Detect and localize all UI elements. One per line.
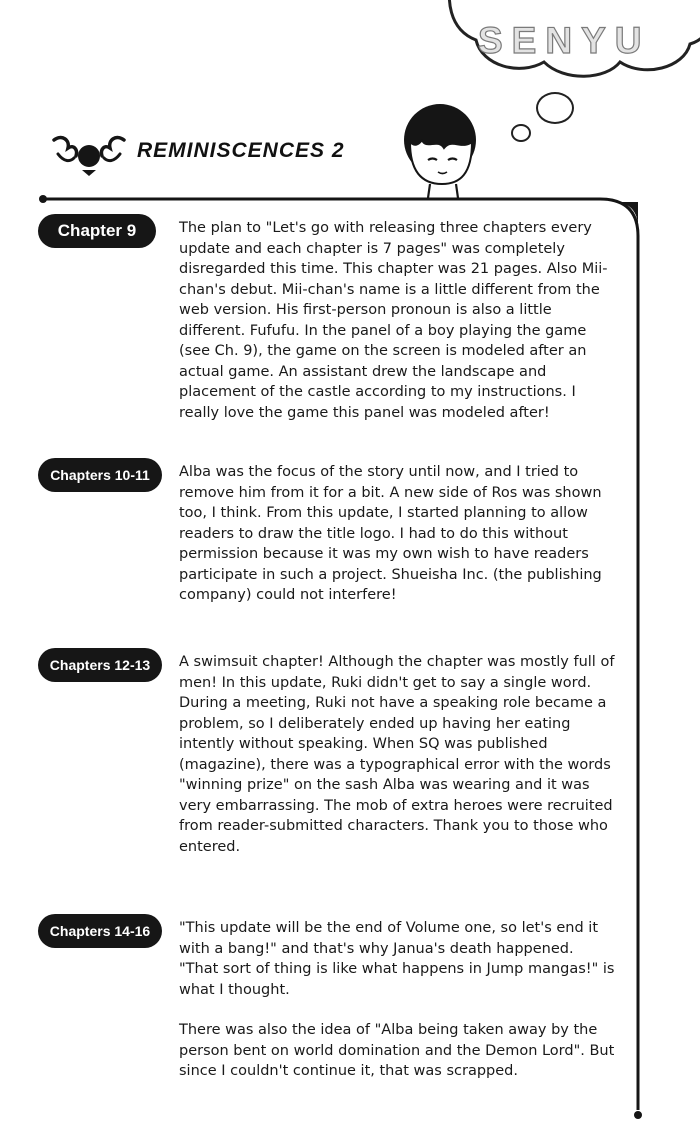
page-title: REMINISCENCES 2 — [137, 139, 345, 162]
chapter-badge: Chapters 10-11 — [38, 458, 162, 492]
section-text — [179, 652, 617, 857]
chapter-badge: Chapter 9 — [38, 214, 156, 248]
chibi-character-illustration — [392, 98, 492, 198]
thought-bubble-small — [511, 124, 531, 142]
paragraph: "This update will be the end of Volume one, so let's end it with a bang!" and that's why Janua's death happened. "That sort of thing is like what happens in Jump mangas!" is what I thought. — [179, 920, 615, 998]
chapter-badge: Chapters 14-16 — [38, 914, 162, 948]
thought-bubble-large — [536, 92, 574, 124]
chapter-badge: Chapters 12-13 — [38, 648, 162, 682]
paragraph: Alba was the focus of the story until now, and I tried to remove him from it for a bit. A new side of Ros was shown too, I think. From this update, I started planning to allow readers to draw the title logo. I had to do this without permission because it was my own wish to have readers participate in such a project. Shueisha Inc. (the publishing company) could not interfere! — [179, 464, 602, 603]
brand-logo: SENYU — [478, 20, 651, 61]
paragraph: The plan to "Let's go with releasing three chapters every update and each chapter is 7 pages" was completely disregarded this time. This chapter was 21 pages. Also Mii-chan's debut. Mii-chan's name is a little different from the web version. His first-person pronoun is also a little different. Fufufu. In the panel of a boy playing the game (see Ch. 9), the game on the screen is modeled after an actual game. An assistant drew the landscape and placement of the castle according to my instructions. I really love the game this panel was modeled after! — [179, 220, 608, 421]
paragraph: A swimsuit chapter! Although the chapter was mostly full of men! In this update, Ruki didn't get to say a single word. During a meeting, Ruki not have a speaking role became a problem, so I deliberately ended up having her eating intently without speaking. When SQ was published (magazine), there was a typographical error with the words "winning prize" on the sash Alba was wearing and it was very embarrassing. The mob of extra heroes were recruited from reader-submitted characters. Thank you to those who entered. — [179, 654, 615, 855]
paragraph: There was also the idea of "Alba being taken away by the person bent on world domination and the Demon Lord". But since I couldn't continue it, that was scrapped. — [179, 1022, 615, 1079]
crest-icon — [52, 132, 126, 176]
section-text — [179, 918, 617, 1082]
section-text — [179, 462, 617, 606]
section-text — [179, 218, 617, 423]
